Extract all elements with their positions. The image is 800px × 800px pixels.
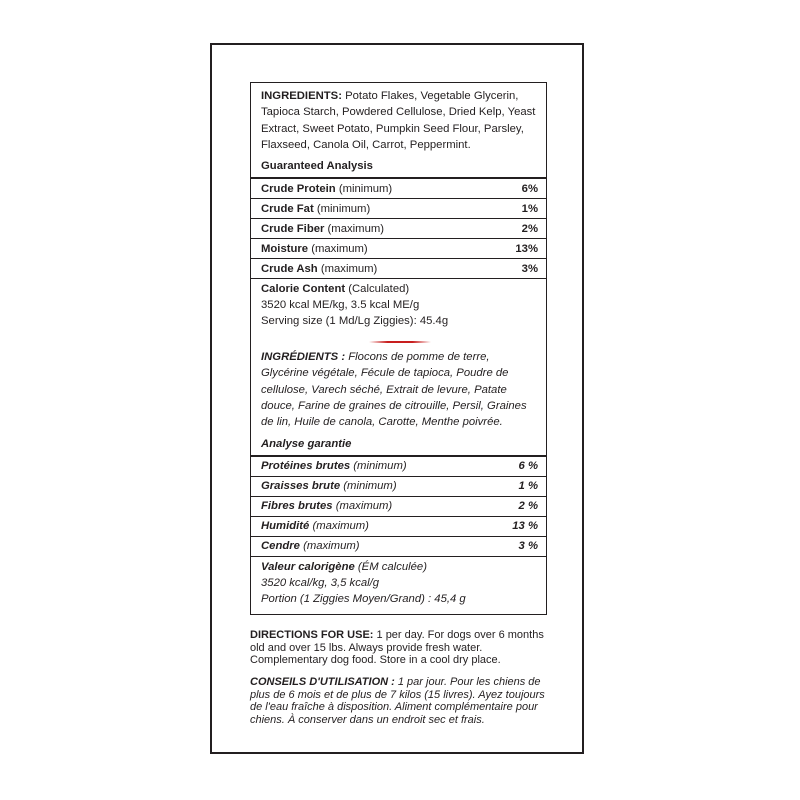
analysis-row — [261, 497, 538, 516]
analysis-row — [261, 477, 538, 496]
analysis-row — [261, 219, 538, 238]
nutrient-value: 3% — [521, 262, 538, 275]
nutrient-name: Crude Ash — [261, 262, 318, 275]
analysis-title-en: Guaranteed Analysis — [261, 160, 373, 173]
row-divider — [251, 278, 546, 279]
nutrient-name: Protéines brutes — [261, 460, 351, 473]
nutrient-name: Crude Fat — [261, 202, 314, 215]
nutrient-name: Crude Fiber — [261, 222, 325, 235]
calorie-qualifier-en: (Calculated) — [348, 283, 410, 296]
nutrient-qualifier: (minimum) — [353, 460, 407, 473]
calorie-label-fr: Valeur calorigène — [261, 560, 355, 573]
nutrient-value: 13 % — [512, 520, 538, 533]
nutrient-name: Humidité — [261, 520, 310, 533]
ingredients-en-text: Potato Flakes, Vegetable Glycerin, Tapioca Starch, Powdered Cellulose, Dried Kelp, Yeast Extract, Sweet Potato, Pumpkin Seed Flour, Parsley, Flaxseed, Canola Oil, Carrot, Peppermint. — [261, 90, 536, 151]
analysis-row — [261, 517, 538, 536]
analysis-row — [261, 179, 538, 198]
analysis-row — [261, 259, 538, 278]
nutrient-value: 1 % — [518, 480, 538, 493]
nutrient-name: Graisses brute — [261, 480, 341, 493]
calorie-content-en — [261, 281, 538, 329]
nutrient-name: Crude Protein — [261, 182, 336, 195]
nutrient-name: Cendre — [261, 540, 300, 553]
nutrient-qualifier: (maximum) — [335, 500, 393, 513]
ingredients-en — [261, 88, 538, 153]
serving-size-fr: Portion (1 Ziggies Moyen/Grand) : 45,4 g — [261, 592, 466, 605]
calorie-content-fr — [261, 559, 538, 607]
nutrient-value: 2 % — [518, 500, 538, 513]
directions-en-text: 1 per day. For dogs over 6 months old and over 15 lbs. Always provide fresh water. Complementary dog food. Store in a cool dry place. — [250, 629, 544, 666]
analysis-table-fr — [261, 457, 538, 557]
nutrient-qualifier: (maximum) — [311, 242, 368, 255]
analysis-row — [261, 199, 538, 218]
directions-en — [250, 629, 550, 667]
analysis-row — [261, 457, 538, 476]
language-divider — [369, 341, 431, 343]
nutrient-name: Moisture — [261, 242, 309, 255]
nutrient-value: 2% — [521, 222, 538, 235]
nutrient-value: 1% — [521, 202, 538, 215]
calorie-value-en: 3520 kcal ME/kg, 3.5 kcal ME/g — [261, 299, 420, 312]
analysis-table-en — [261, 179, 538, 279]
nutrient-qualifier: (maximum) — [327, 222, 385, 235]
directions-en-label: DIRECTIONS FOR USE: — [250, 629, 374, 641]
calorie-label-en: Calorie Content — [261, 283, 346, 296]
nutrient-qualifier: (minimum) — [343, 480, 397, 493]
nutrient-name: Fibres brutes — [261, 500, 333, 513]
nutrition-panel — [250, 82, 547, 615]
analysis-title-fr: Analyse garantie — [261, 437, 352, 450]
ingredients-fr-text: Flocons de pomme de terre, Glycérine végétale, Fécule de tapioca, Poudre de cellulose, Varech séché, Extrait de levure, Patate douce, Farine de graines de citrouille, Persil, Graines de lin, Huile de canola, Carotte, Menthe poivrée. — [261, 351, 527, 429]
nutrient-qualifier: (maximum) — [303, 540, 360, 553]
nutrient-value: 3 % — [518, 540, 538, 553]
directions-fr-label: CONSEILS D'UTILISATION : — [250, 676, 395, 688]
serving-size-en: Serving size (1 Md/Lg Ziggies): 45.4g — [261, 315, 449, 328]
nutrient-qualifier: (maximum) — [312, 520, 369, 533]
ingredients-fr-label: INGRÉDIENTS : — [261, 351, 346, 364]
directions-fr — [250, 676, 550, 726]
analysis-row — [261, 537, 538, 556]
calorie-value-fr: 3520 kcal/kg, 3,5 kcal/g — [261, 576, 380, 589]
directions-fr-text: 1 par jour. Pour les chiens de plus de 6 mois et de plus de 7 kilos (15 livres). Ayez toujours de l'eau fraîche à disposition. Aliment complémentaire pour chiens. À conserver dans un endroit sec et frais. — [250, 676, 545, 726]
nutrient-qualifier: (minimum) — [316, 202, 371, 215]
ingredients-fr — [261, 349, 538, 430]
nutrient-value: 13% — [515, 242, 538, 255]
nutrient-qualifier: (minimum) — [338, 182, 393, 195]
ingredients-en-label: INGREDIENTS: — [261, 90, 342, 102]
nutrient-value: 6 % — [518, 460, 538, 473]
calorie-qualifier-fr: (ÉM calculée) — [357, 560, 427, 573]
analysis-row — [261, 239, 538, 258]
row-divider — [251, 556, 546, 557]
nutrient-qualifier: (maximum) — [320, 262, 378, 275]
nutrient-value: 6% — [521, 182, 538, 195]
